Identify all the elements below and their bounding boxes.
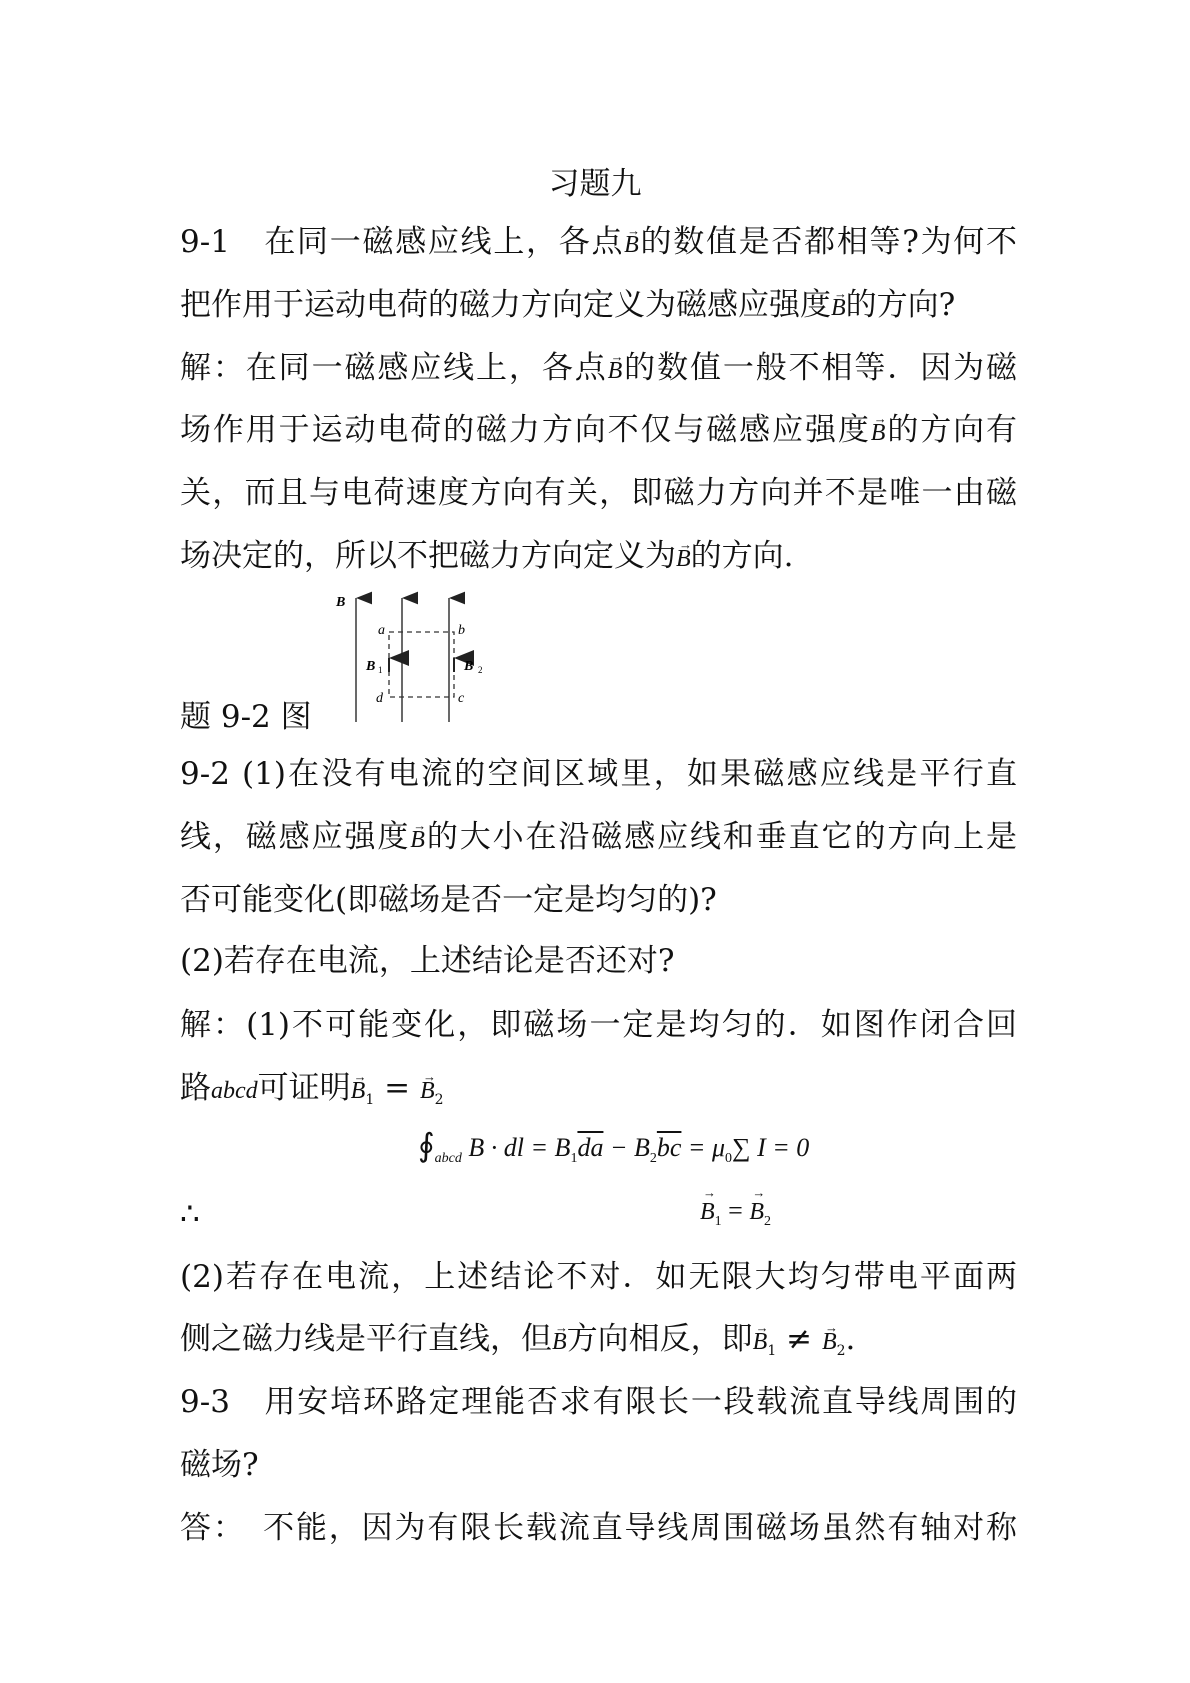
text: 题 9-2 图 (180, 699, 312, 735)
vector-symbol: → B (871, 413, 886, 453)
loop-abcd (389, 632, 454, 697)
text: 场作用于运动电荷的磁力方向不仅与磁感应强度 (180, 412, 871, 448)
vector-symbol: → B (410, 820, 425, 860)
text: 9-1 在同一磁感应线上，各点 (180, 224, 625, 260)
text-line (180, 410, 1017, 453)
vector-symbol: → B (831, 288, 846, 328)
text-line (180, 348, 1017, 391)
text: 把作用于运动电荷的磁力方向定义为磁感应强度 (180, 287, 831, 323)
label-B1-sub: 1 (378, 665, 383, 675)
text: (2)若存在电流，上述结论不对．如无限大均匀带电平面两 (180, 1259, 1017, 1295)
label-a: a (378, 623, 385, 638)
contour-integral-sign: ∮ (418, 1127, 435, 1163)
text: 侧之磁力线是平行直线，但 (180, 1321, 552, 1357)
text-line (180, 880, 1017, 920)
math-symbol: abcd (211, 1078, 258, 1104)
text-line (180, 1508, 1017, 1548)
text-line (180, 697, 1017, 737)
text-line (180, 941, 1017, 981)
text-line (180, 1382, 1017, 1422)
text: 的数值一般不相等．因为磁 (622, 350, 1017, 386)
vector-symbol: → B (608, 351, 623, 391)
text: 的方向? (845, 287, 956, 323)
label-B1: B (366, 659, 376, 674)
vector-symbol: → B (624, 225, 639, 265)
text: 关，而且与电荷速度方向有关，即磁力方向并不是唯一由磁 (180, 475, 1017, 511)
label-B2-sub: 2 (478, 665, 483, 675)
text: 9-2 (1)在没有电流的空间区域里，如果磁感应线是平行直 (180, 756, 1017, 792)
text: 的数值是否都相等?为何不 (638, 224, 1017, 260)
text: 的方向. (690, 538, 794, 574)
text: 解：在同一磁感应线上，各点 (180, 350, 608, 386)
text: 磁场? (180, 1447, 259, 1483)
text: ∴ (180, 1196, 200, 1232)
figure-9-2 (318, 590, 508, 730)
label-B2: B (464, 659, 474, 674)
text: 方向相反，即 (566, 1321, 753, 1357)
label-b: b (458, 623, 465, 638)
text: 的方向有 (885, 412, 1018, 448)
text: ≠ (776, 1321, 822, 1357)
subscript: 2 (434, 1092, 444, 1108)
text: 答： 不能，因为有限长载流直导线周围磁场虽然有轴对称 (180, 1510, 1017, 1546)
page-title: 习题九 (548, 166, 642, 202)
text-line (180, 1068, 1017, 1120)
eq-lhs: B · dl (468, 1133, 524, 1162)
text-line (180, 222, 1017, 265)
label-d: d (376, 691, 383, 706)
text-line (180, 536, 1017, 579)
text-line (180, 473, 1017, 513)
text: 否可能变化(即磁场是否一定是均匀的)? (180, 882, 717, 918)
text: 的大小在沿磁感应线和垂直它的方向上是 (424, 819, 1018, 855)
vector-symbol: → B (420, 1071, 435, 1111)
text-line (180, 1445, 1017, 1485)
vector-symbol: → B (351, 1071, 366, 1111)
subscript: 1 (767, 1343, 777, 1359)
text: 线，磁感应强度 (180, 819, 411, 855)
text-line (180, 1319, 1017, 1371)
label-B: B (336, 595, 346, 610)
vector-symbol: → B (676, 539, 691, 579)
vector-symbol: → B (753, 1322, 768, 1362)
text: 解：(1)不可能变化，即磁场一定是均匀的．如图作闭合回 (180, 1007, 1017, 1043)
conclusion-equation: → $B_1$ = → $B_2$ (700, 1196, 771, 1230)
text: 9-3 用安培环路定理能否求有限长一段载流直导线周围的 (180, 1384, 1017, 1420)
text-line (180, 285, 1017, 328)
text: = (374, 1070, 420, 1106)
text-line (180, 1005, 1017, 1045)
vector-symbol: → B (822, 1322, 837, 1362)
text: (2)若存在电流，上述结论是否还对? (180, 943, 675, 979)
subscript: 2 (836, 1343, 846, 1359)
ampere-equation: $∮_{abcd}$ B · dl = $B_1\overline{da} - B_2\overline{bc} = \mu_0\sum$ I = 0 (418, 1127, 810, 1166)
label-c: c (458, 691, 465, 706)
text-line (180, 1257, 1017, 1297)
subscript: 1 (365, 1092, 375, 1108)
text-line (180, 754, 1017, 794)
text-line (180, 817, 1017, 860)
text-line (180, 1194, 1017, 1234)
vector-symbol: → B (552, 1322, 567, 1362)
text: 场决定的，所以不把磁力方向定义为 (180, 538, 676, 574)
text: 路 (180, 1070, 211, 1106)
text: . (845, 1321, 856, 1357)
text: 可证明 (257, 1070, 351, 1106)
